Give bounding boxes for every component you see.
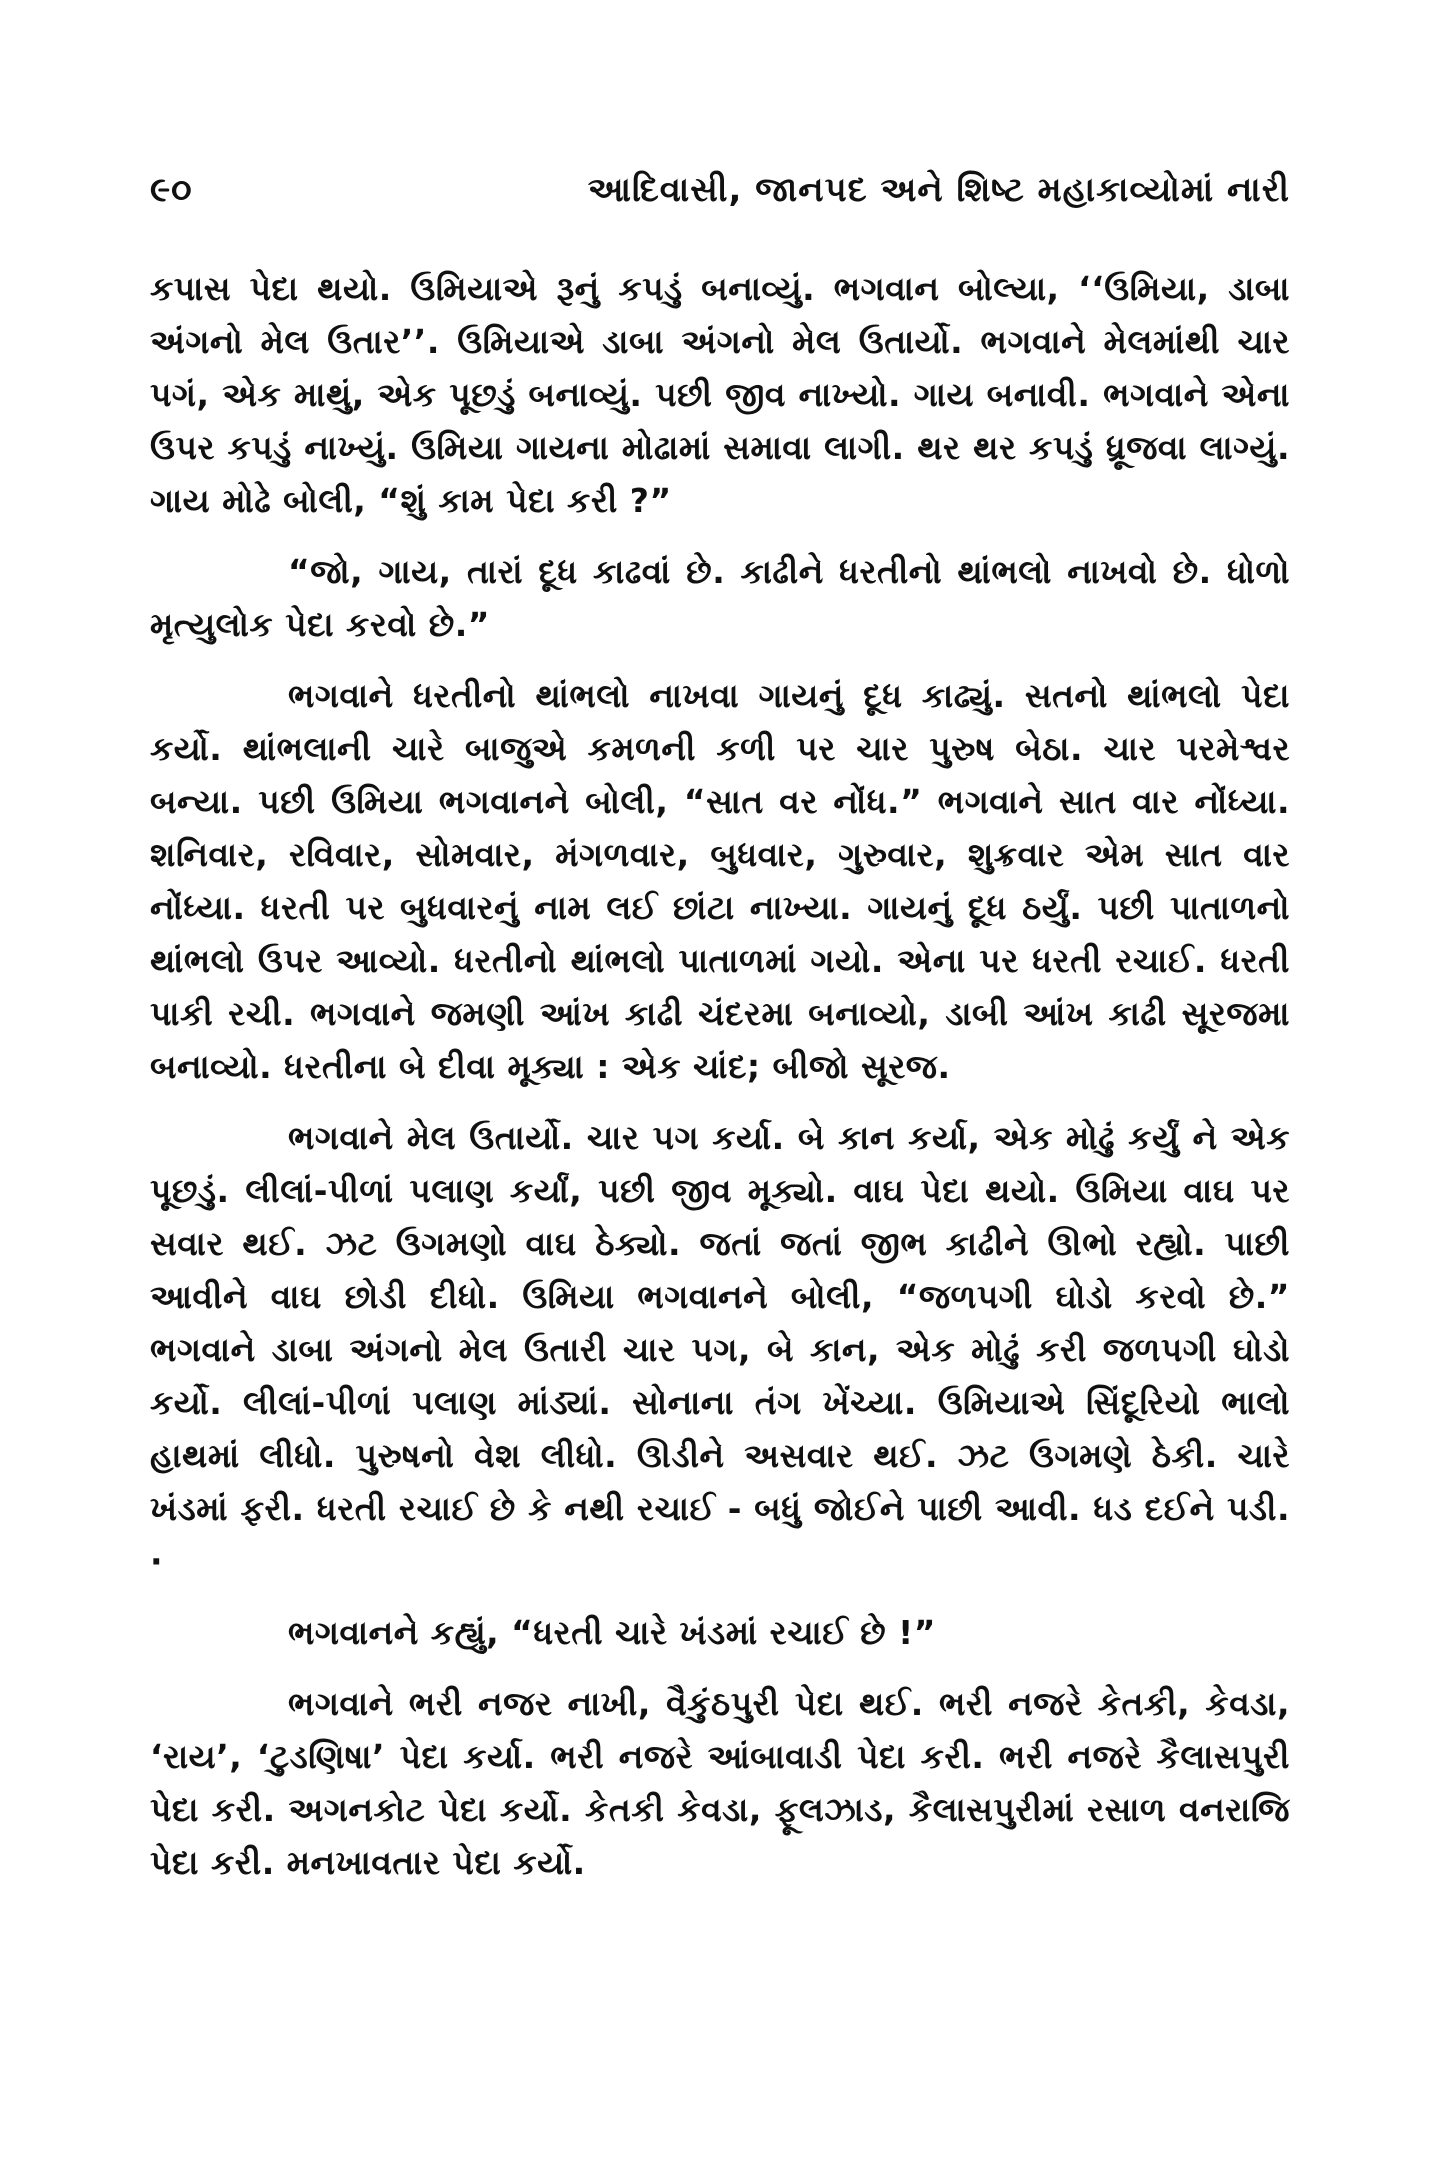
paragraph: કપાસ પેદા થયો. ઉમિયાએ રૂનું કપડું બનાવ્યું. ભગવાન બોલ્યા, ‘‘ઉમિયા, ડાબા અંગનો મેલ ઉતાર’’. ઉમિયાએ ડાબા અંગનો મેલ ઉતાર્યો. ભગવાને મેલમાંથી ચાર પગં, એક માથું, એક પૂછડું બનાવ્યું. પછી જીવ નાખ્યો. ગાય બનાવી. ભગવાને એના ઉપર કપડું નાખ્યું. ઉમિયા ગાયના મોઢામાં સમાવા લાગી. થર થર કપડું ધ્રૂજવા લાગ્યું. ગાય મોઢે બોલી, “શું કામ પેદા કરી ?” bbox=[150, 269, 1290, 520]
paragraph: ભગવાનને કહ્યું, “ધરતી ચારે ખંડમાં રચાઈ છે !” bbox=[288, 1613, 936, 1652]
paragraph: ભગવાને મેલ ઉતાર્યો. ચાર પગ કર્યા. બે કાન કર્યા, એક મોઢું કર્યું ને એક પૂછડું. લીલાં-પીળાં પલાણ કર્યાં, પછી જીવ મૂક્યો. વાઘ પેદા થયો. ઉમિયા વાઘ પર સવાર થઈ. ઝટ ઉગમણો વાઘ ઠેક્યો. જતાં જતાં જીભ કાઢીને ઊભો રહ્યો. પાછી આવીને વાઘ છોડી દીધો. ઉમિયા ભગવાનને બોલી, “જળપગી ઘોડો કરવો છે.” ભગવાને ડાબા અંગનો મેલ ઉતારી ચાર પગ, બે કાન, એક મોઢું કરી જળપગી ઘોડો કર્યો. લીલાં-પીળાં પલાણ માંડ્યાં. સોનાના તંગ ખેંચ્યા. ઉમિયાએ સિંદૂરિયો ભાલો હાથમાં લીધો. પુરુષનો વેશ લીધો. ઊડીને અસવાર થઈ. ઝટ ઉગમણે ઠેકી. ચારે ખંડમાં ફરી. ધરતી રચાઈ છે કે નથી રચાઈ - બધું જોઈને પાછી આવી. ધડ દઈને પડી. · bbox=[150, 1118, 1290, 1581]
page-header bbox=[150, 170, 1290, 230]
page-number: ૯૦ bbox=[150, 170, 193, 210]
paragraph: ભગવાને ભરી નજર નાખી, વૈકુંઠપુરી પેદા થઈ. ભરી નજરે કેતકી, કેવડા, ‘રાય’, ‘ટુડણિષા’ પેદા કર્યા. ભરી નજરે આંબાવાડી પેદા કરી. ભરી નજરે કૈલાસપુરી પેદા કરી. અગનકોટ પેદા કર્યો. કેતકી કેવડા, ફૂલઝાડ, કૈલાસપુરીમાં રસાળ વનરાજિ પેદા કરી. મનખાવતાર પેદા કર્યો. bbox=[150, 1684, 1290, 1882]
paragraph: “જો, ગાય, તારાં દૂધ કાઢવાં છે. કાઢીને ધરતીનો થાંભલો નાખવો છે. ધોળો મૃત્યુલોક પેદા કરવો છે.” bbox=[150, 552, 1290, 644]
body-text bbox=[150, 262, 1290, 1889]
paragraph: ભગવાને ધરતીનો થાંભલો નાખવા ગાયનું દૂધ કાઢ્યું. સતનો થાંભલો પેદા કર્યો. થાંભલાની ચારે બાજુએ કમળની કળી પર ચાર પુરુષ બેઠા. ચાર પરમેશ્વર બન્યા. પછી ઉમિયા ભગવાનને બોલી, “સાત વર નોંધ.” ભગવાને સાત વાર નોંધ્યા. શનિવાર, રવિવાર, સોમવાર, મંગળવાર, બુધવાર, ગુરુવાર, શુક્રવાર એમ સાત વાર નોંધ્યા. ધરતી પર બુધવારનું નામ લઈ છાંટા નાખ્યા. ગાયનું દૂધ ઠર્યું. પછી પાતાળનો થાંભલો ઉપર આવ્યો. ધરતીનો થાંભલો પાતાળમાં ગયો. એના પર ધરતી રચાઈ. ધરતી પાકી રચી. ભગવાને જમણી આંખ કાઢી ચંદરમા બનાવ્યો, ડાબી આંખ કાઢી સૂરજમા બનાવ્યો. ધરતીના બે દીવા મૂક્યા : એક ચાંદ; બીજો સૂરજ. bbox=[150, 676, 1290, 1086]
running-title: આદિવાસી, જાનપદ અને શિષ્ટ મહાકાવ્યોમાં નારી bbox=[587, 170, 1290, 210]
